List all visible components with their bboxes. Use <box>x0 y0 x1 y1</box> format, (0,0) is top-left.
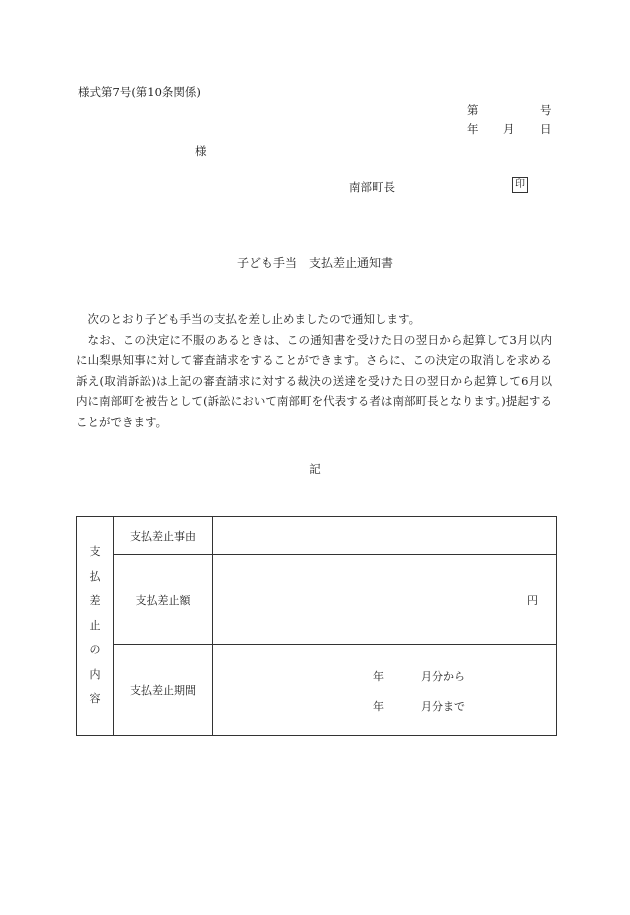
date-year: 年 <box>467 122 479 136</box>
period-from-year: 年 <box>373 670 384 683</box>
table-row <box>77 645 557 736</box>
notice-body <box>76 309 552 432</box>
period-from <box>373 668 465 684</box>
reason-label: 支払差止事由 <box>114 517 213 555</box>
vertical-char: 差 <box>89 594 101 608</box>
addressee: 様 <box>195 144 207 158</box>
doc-number-prefix: 第 <box>467 103 479 117</box>
period-to-year: 年 <box>373 700 384 713</box>
table-row <box>77 555 557 645</box>
body-paragraph: なお、この決定に不服のあるときは、この通知書を受けた日の翌日から起算して3月以内に山梨県知事に対して審査請求をすることができます。さらに、この決定の取消しを求める訴え(取消訴訟)は上記の審査請求に対する裁決の送達を受けた日の翌日から起算して6月以内に南部町を被告として(訴訟において南部町を代表する者は南部町長となります。)提起することができます。 <box>76 332 552 429</box>
vertical-char: 払 <box>89 569 101 583</box>
reason-value <box>213 517 557 555</box>
sender-name: 南部町長 <box>349 180 395 194</box>
period-value <box>213 645 557 736</box>
document-title: 子ども手当 支払差止通知書 <box>236 256 393 270</box>
ki-heading: 記 <box>309 462 321 476</box>
period-label: 支払差止期間 <box>114 645 213 736</box>
period-from-month: 月分から <box>421 670 465 683</box>
period-to <box>373 698 465 714</box>
body-paragraph: 次のとおり子ども手当の支払を差し止めましたので通知します。 <box>87 312 421 326</box>
vertical-char: 支 <box>89 545 101 559</box>
vertical-char: 止 <box>89 618 101 632</box>
vertical-char: 容 <box>89 692 101 706</box>
date-day: 日 <box>540 122 552 136</box>
amount-value <box>213 555 557 645</box>
document-date <box>467 121 552 139</box>
details-table <box>76 516 557 736</box>
vertical-char: 内 <box>89 667 101 681</box>
period-to-month: 月分まで <box>421 700 465 713</box>
vertical-char: の <box>89 643 101 657</box>
doc-number-suffix: 号 <box>540 103 552 117</box>
date-month: 月 <box>503 122 515 136</box>
table-row <box>77 517 557 555</box>
table-vertical-header <box>77 517 114 736</box>
amount-unit: 円 <box>527 593 538 607</box>
document-number <box>467 102 552 120</box>
form-number: 様式第7号(第10条関係) <box>78 85 201 99</box>
seal-mark: 印 <box>512 177 528 193</box>
amount-label: 支払差止額 <box>114 555 213 645</box>
